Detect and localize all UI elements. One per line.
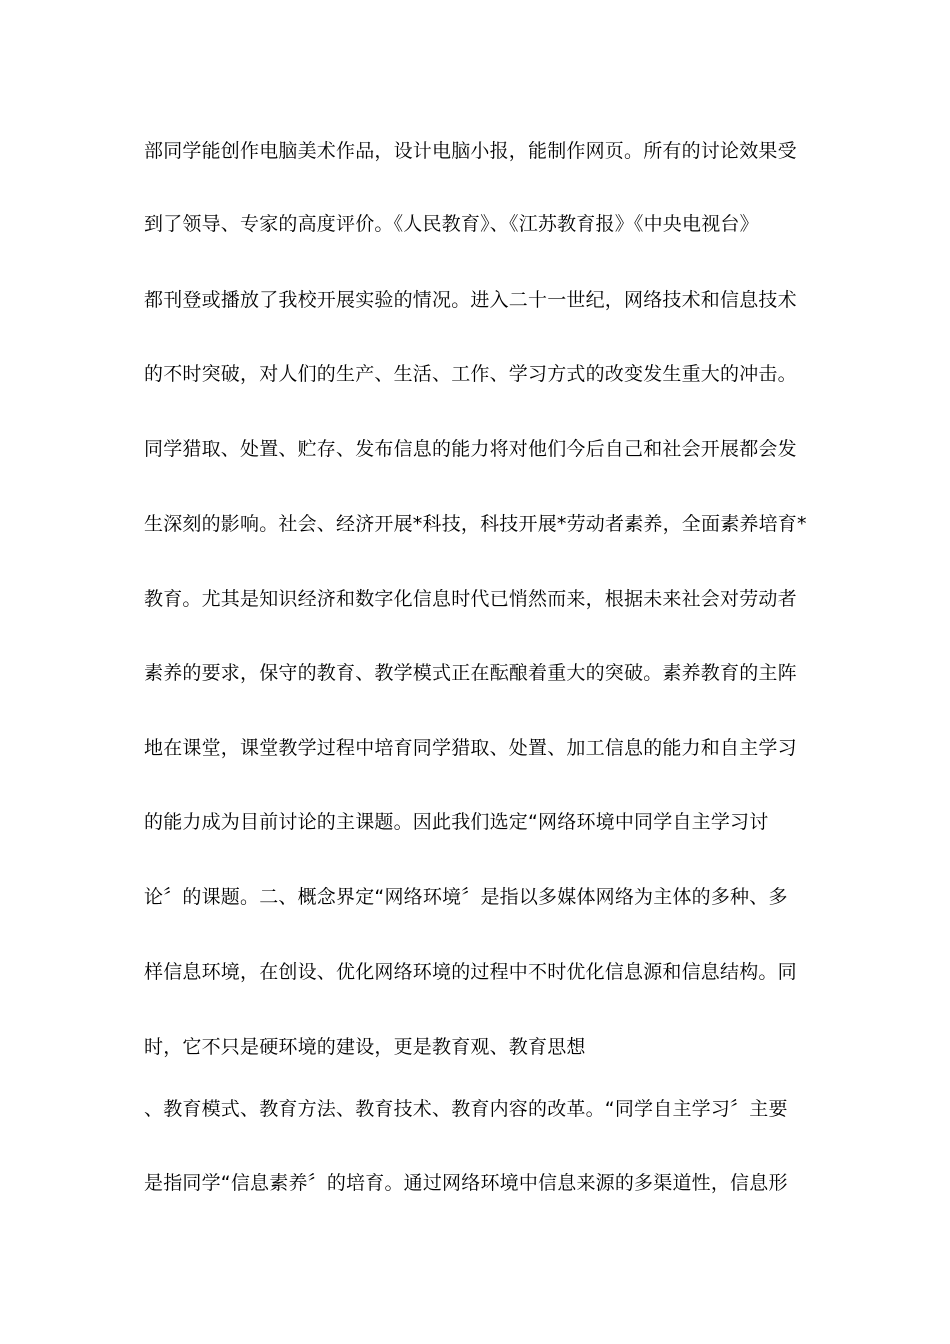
text-line-13: 时，它不只是硬环境的建设，更是教育观、教育思想 [144, 1036, 586, 1058]
text-line-12: 样信息环境，在创设、优化网络环境的过程中不时优化信息源和信息结构。同 [144, 961, 797, 983]
text-line-1: 部同学能创作电脑美术作品，设计电脑小报，能制作网页。所有的讨论效果受 [144, 140, 797, 162]
text-line-9: 地在课堂，课堂教学过程中培育同学猎取、处置、加工信息的能力和自主学习 [144, 737, 797, 759]
text-line-2: 到了领导、专家的高度评价。《人民教育》、《江苏教育报》《中央电视台》 [144, 213, 759, 235]
text-line-4: 的不时突破，对人们的生产、生活、工作、学习方式的改变发生重大的冲击。 [144, 363, 797, 385]
text-line-8: 素养的要求，保守的教育、教学模式正在酝酿着重大的突破。素养教育的主阵 [144, 662, 797, 684]
text-line-10: 的能力成为目前讨论的主课题。因此我们选定“网络环境中同学自主学习讨 [144, 811, 769, 833]
text-line-14: 、教育模式、教育方法、教育技术、教育内容的改革。“同学自主学习〞主要 [144, 1098, 788, 1120]
text-line-11: 论〞的课题。二、概念界定“网络环境〞是指以多媒体网络为主体的多种、多 [144, 886, 788, 908]
text-line-7: 教育。尤其是知识经济和数字化信息时代已悄然而来，根据未来社会对劳动者 [144, 588, 797, 610]
text-line-15: 是指同学“信息素养〞的培育。通过网络环境中信息来源的多渠道性，信息形 [144, 1172, 788, 1194]
text-line-6: 生深刻的影响。社会、经济开展*科技，科技开展*劳动者素养，全面素养培育* [144, 513, 807, 535]
text-line-5: 同学猎取、处置、贮存、发布信息的能力将对他们今后自己和社会开展都会发 [144, 438, 797, 460]
text-line-3: 都刊登或播放了我校开展实验的情况。进入二十一世纪，网络技术和信息技术 [144, 289, 797, 311]
